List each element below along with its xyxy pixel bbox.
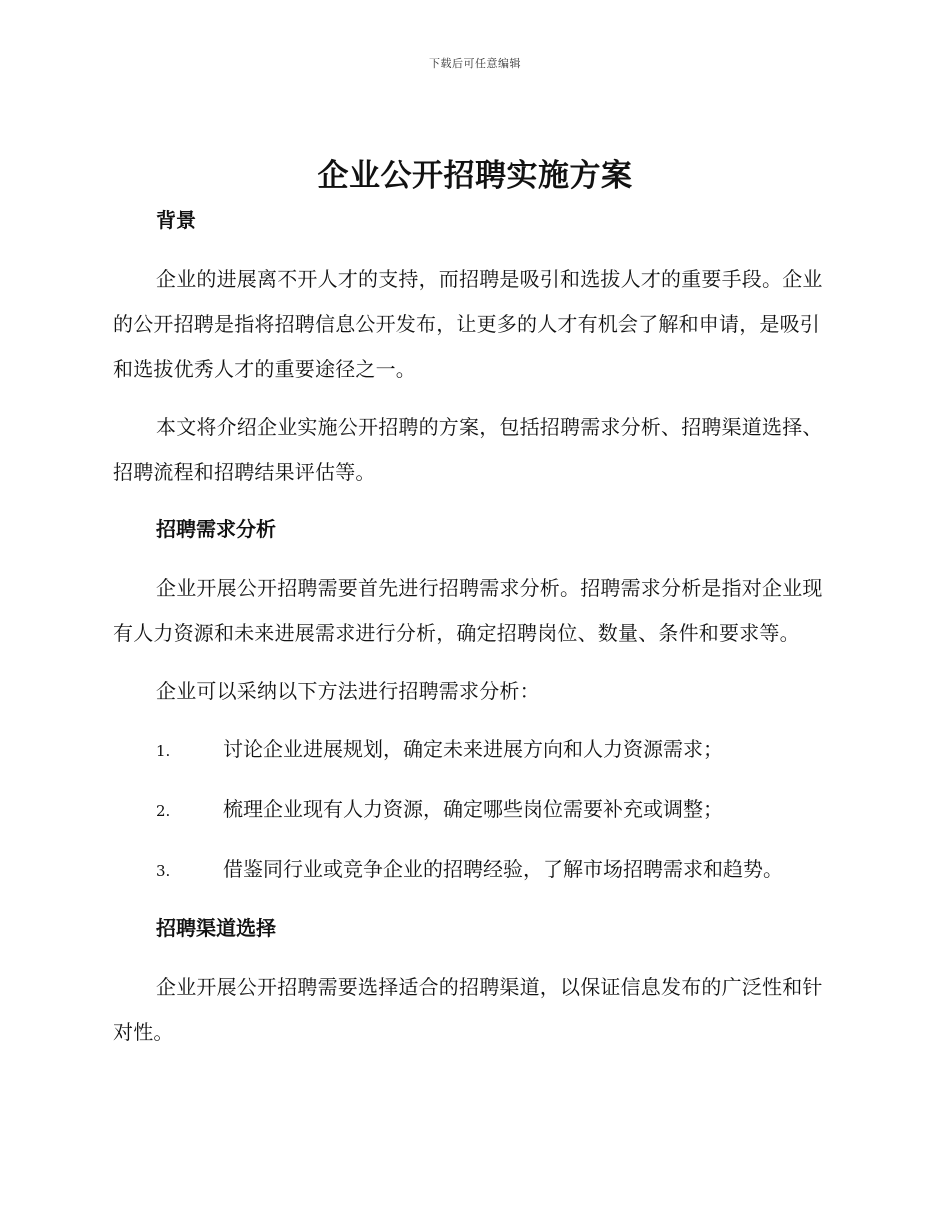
paragraph: 本文将介绍企业实施公开招聘的方案，包括招聘需求分析、招聘渠道选择、招聘流程和招聘结果评估等。 — [113, 415, 823, 484]
list-item — [113, 727, 833, 774]
list-item — [113, 847, 833, 894]
section-heading-channel-selection: 招聘渠道选择 — [156, 916, 276, 940]
list-text: 借鉴同行业或竞争企业的招聘经验，了解市场招聘需求和趋势。 — [223, 857, 783, 881]
document-title: 企业公开招聘实施方案 — [317, 158, 633, 194]
list-number: 1. — [156, 742, 171, 760]
paragraph: 企业的进展离不开人才的支持，而招聘是吸引和选拔人才的重要手段。企业的公开招聘是指将招聘信息公开发布，让更多的人才有机会了解和申请，是吸引和选拔优秀人才的重要途径之一。 — [113, 267, 823, 381]
section-heading-background: 背景 — [156, 208, 196, 232]
paragraph: 企业可以采纳以下方法进行招聘需求分析： — [156, 679, 540, 703]
list-text: 讨论企业进展规划，确定未来进展方向和人力资源需求； — [223, 737, 723, 761]
list-number: 2. — [156, 802, 171, 820]
list-item — [113, 787, 833, 834]
section-heading-demand-analysis: 招聘需求分析 — [156, 517, 276, 541]
paragraph: 企业开展公开招聘需要选择适合的招聘渠道，以保证信息发布的广泛性和针对性。 — [113, 975, 823, 1044]
header-note: 下载后可任意编辑 — [429, 57, 521, 70]
document-body — [113, 204, 833, 1055]
list-number: 3. — [156, 862, 171, 880]
list-text: 梳理企业现有人力资源，确定哪些岗位需要补充或调整； — [223, 797, 723, 821]
paragraph: 企业开展公开招聘需要首先进行招聘需求分析。招聘需求分析是指对企业现有人力资源和未来进展需求进行分析，确定招聘岗位、数量、条件和要求等。 — [113, 576, 823, 645]
